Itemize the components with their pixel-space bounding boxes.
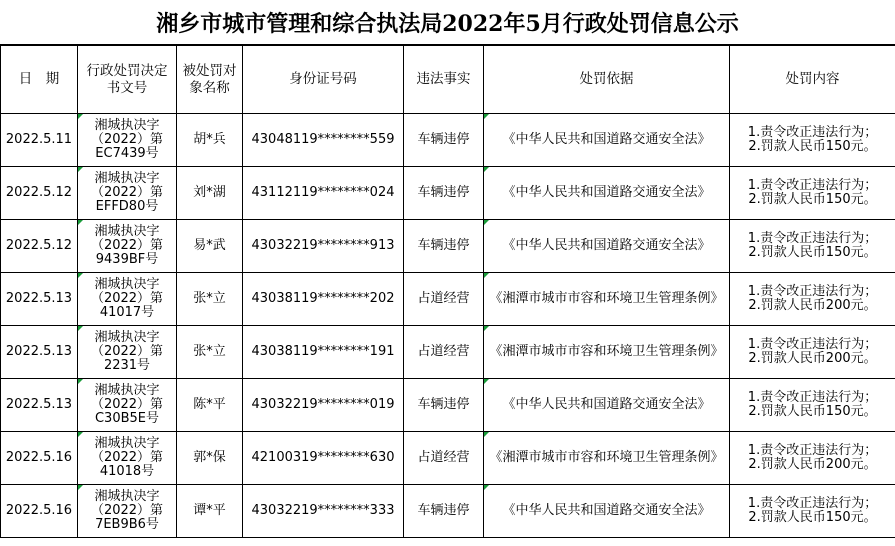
cell-violation[interactable]: 车辆违停 bbox=[404, 167, 484, 220]
cell-violation[interactable]: 车辆违停 bbox=[404, 114, 484, 167]
header-row bbox=[1, 46, 895, 114]
cell-party-name[interactable]: 陈*平 bbox=[177, 379, 243, 432]
cell-id-number[interactable]: 43032219********019 bbox=[243, 379, 404, 432]
cell-decision-number[interactable] bbox=[78, 167, 177, 220]
decision-number-line: 湘城执决字 bbox=[94, 277, 160, 292]
decision-number-line: （2022）第 bbox=[90, 291, 164, 306]
header-violation[interactable]: 违法事实 bbox=[404, 46, 484, 114]
penalty-content-line: 2.罚款人民币200元。 bbox=[748, 457, 877, 472]
table-row bbox=[1, 114, 895, 167]
header-legal-basis[interactable]: 处罚依据 bbox=[484, 46, 730, 114]
cell-decision-number[interactable] bbox=[78, 379, 177, 432]
penalty-content-line: 1.责令改正违法行为； bbox=[747, 125, 878, 140]
cell-party-name[interactable]: 张*立 bbox=[177, 326, 243, 379]
cell-date[interactable]: 2022.5.13 bbox=[1, 379, 78, 432]
cell-decision-number[interactable] bbox=[78, 114, 177, 167]
penalty-content-line: 2.罚款人民币150元。 bbox=[748, 139, 877, 154]
cell-penalty-content[interactable] bbox=[730, 114, 895, 167]
cell-id-number[interactable]: 43112119********024 bbox=[243, 167, 404, 220]
decision-number-line: 41018号 bbox=[99, 464, 155, 479]
penalty-table bbox=[0, 45, 895, 538]
cell-decision-number[interactable] bbox=[78, 432, 177, 485]
decision-number-line: 湘城执决字 bbox=[94, 118, 160, 133]
decision-number-line: 湘城执决字 bbox=[94, 383, 160, 398]
decision-number-line: C30B5E号 bbox=[94, 411, 160, 426]
penalty-content-line: 1.责令改正违法行为； bbox=[747, 390, 878, 405]
cell-violation[interactable]: 占道经营 bbox=[404, 273, 484, 326]
sheet-title: 湘乡市城市管理和综合执法局2022年5月行政处罚信息公示 bbox=[0, 0, 895, 45]
cell-date[interactable]: 2022.5.13 bbox=[1, 273, 78, 326]
cell-penalty-content[interactable] bbox=[730, 220, 895, 273]
header-penalty-content[interactable]: 处罚内容 bbox=[730, 46, 895, 114]
header-decision-number[interactable]: 行政处罚决定书文号 bbox=[78, 46, 177, 114]
cell-id-number[interactable]: 43038119********191 bbox=[243, 326, 404, 379]
decision-number-line: （2022）第 bbox=[90, 450, 164, 465]
table-row bbox=[1, 432, 895, 485]
cell-date[interactable]: 2022.5.16 bbox=[1, 485, 78, 538]
table-row bbox=[1, 167, 895, 220]
cell-violation[interactable]: 车辆违停 bbox=[404, 220, 484, 273]
decision-number-line: （2022）第 bbox=[90, 503, 164, 518]
cell-party-name[interactable]: 谭*平 bbox=[177, 485, 243, 538]
table-row bbox=[1, 379, 895, 432]
header-party-name[interactable]: 被处罚对象名称 bbox=[177, 46, 243, 114]
cell-legal-basis[interactable]: 《湘潭市城市市容和环境卫生管理条例》 bbox=[484, 432, 730, 485]
decision-number-line: 41017号 bbox=[99, 305, 155, 320]
cell-decision-number[interactable] bbox=[78, 485, 177, 538]
cell-legal-basis[interactable]: 《中华人民共和国道路交通安全法》 bbox=[484, 220, 730, 273]
cell-decision-number[interactable] bbox=[78, 273, 177, 326]
cell-party-name[interactable]: 张*立 bbox=[177, 273, 243, 326]
header-date[interactable]: 日 期 bbox=[1, 46, 78, 114]
penalty-content-line: 1.责令改正违法行为； bbox=[747, 443, 878, 458]
cell-legal-basis[interactable]: 《中华人民共和国道路交通安全法》 bbox=[484, 167, 730, 220]
penalty-content-line: 2.罚款人民币150元。 bbox=[748, 510, 877, 525]
penalty-content-line: 1.责令改正违法行为； bbox=[747, 496, 878, 511]
cell-penalty-content[interactable] bbox=[730, 273, 895, 326]
decision-number-line: 湘城执决字 bbox=[94, 171, 160, 186]
cell-violation[interactable]: 占道经营 bbox=[404, 432, 484, 485]
cell-penalty-content[interactable] bbox=[730, 432, 895, 485]
cell-penalty-content[interactable] bbox=[730, 326, 895, 379]
table-row bbox=[1, 326, 895, 379]
cell-date[interactable]: 2022.5.16 bbox=[1, 432, 78, 485]
cell-party-name[interactable]: 易*武 bbox=[177, 220, 243, 273]
cell-decision-number[interactable] bbox=[78, 220, 177, 273]
cell-legal-basis[interactable]: 《湘潭市城市市容和环境卫生管理条例》 bbox=[484, 273, 730, 326]
penalty-content-line: 2.罚款人民币150元。 bbox=[748, 192, 877, 207]
decision-number-line: EFFD80号 bbox=[95, 199, 159, 214]
decision-number-line: 9439BF号 bbox=[95, 252, 159, 267]
cell-id-number[interactable]: 42100319********630 bbox=[243, 432, 404, 485]
table-row bbox=[1, 485, 895, 538]
cell-date[interactable]: 2022.5.12 bbox=[1, 167, 78, 220]
table-body bbox=[1, 114, 895, 538]
penalty-content-line: 2.罚款人民币200元。 bbox=[748, 298, 877, 313]
table-row bbox=[1, 273, 895, 326]
cell-date[interactable]: 2022.5.12 bbox=[1, 220, 78, 273]
penalty-content-line: 1.责令改正违法行为； bbox=[747, 178, 878, 193]
cell-party-name[interactable]: 刘*湖 bbox=[177, 167, 243, 220]
table-row bbox=[1, 220, 895, 273]
decision-number-line: 湘城执决字 bbox=[94, 224, 160, 239]
cell-violation[interactable]: 车辆违停 bbox=[404, 485, 484, 538]
decision-number-line: （2022）第 bbox=[90, 238, 164, 253]
header-id-number[interactable]: 身份证号码 bbox=[243, 46, 404, 114]
decision-number-line: 湘城执决字 bbox=[94, 330, 160, 345]
cell-id-number[interactable]: 43032219********333 bbox=[243, 485, 404, 538]
cell-violation[interactable]: 占道经营 bbox=[404, 326, 484, 379]
penalty-content-line: 1.责令改正违法行为； bbox=[747, 284, 878, 299]
decision-number-line: 7EB9B6号 bbox=[95, 517, 159, 532]
decision-number-line: 湘城执决字 bbox=[94, 489, 160, 504]
decision-number-line: 湘城执决字 bbox=[94, 436, 160, 451]
cell-date[interactable]: 2022.5.11 bbox=[1, 114, 78, 167]
cell-decision-number[interactable] bbox=[78, 326, 177, 379]
cell-violation[interactable]: 车辆违停 bbox=[404, 379, 484, 432]
penalty-content-line: 1.责令改正违法行为； bbox=[747, 231, 878, 246]
cell-party-name[interactable]: 胡*兵 bbox=[177, 114, 243, 167]
decision-number-line: （2022）第 bbox=[90, 397, 164, 412]
cell-date[interactable]: 2022.5.13 bbox=[1, 326, 78, 379]
cell-legal-basis[interactable]: 《湘潭市城市市容和环境卫生管理条例》 bbox=[484, 326, 730, 379]
cell-penalty-content[interactable] bbox=[730, 485, 895, 538]
cell-legal-basis[interactable]: 《中华人民共和国道路交通安全法》 bbox=[484, 485, 730, 538]
penalty-content-line: 1.责令改正违法行为； bbox=[747, 337, 878, 352]
cell-legal-basis[interactable]: 《中华人民共和国道路交通安全法》 bbox=[484, 114, 730, 167]
cell-penalty-content[interactable] bbox=[730, 379, 895, 432]
cell-legal-basis[interactable]: 《中华人民共和国道路交通安全法》 bbox=[484, 379, 730, 432]
cell-id-number[interactable]: 43048119********559 bbox=[243, 114, 404, 167]
penalty-content-line: 2.罚款人民币150元。 bbox=[748, 404, 877, 419]
decision-number-line: EC7439号 bbox=[95, 146, 159, 161]
cell-id-number[interactable]: 43038119********202 bbox=[243, 273, 404, 326]
penalty-content-line: 2.罚款人民币200元。 bbox=[748, 351, 877, 366]
cell-id-number[interactable]: 43032219********913 bbox=[243, 220, 404, 273]
decision-number-line: （2022）第 bbox=[90, 344, 164, 359]
cell-penalty-content[interactable] bbox=[730, 167, 895, 220]
cell-party-name[interactable]: 郭*保 bbox=[177, 432, 243, 485]
decision-number-line: （2022）第 bbox=[90, 185, 164, 200]
penalty-content-line: 2.罚款人民币150元。 bbox=[748, 245, 877, 260]
decision-number-line: （2022）第 bbox=[90, 132, 164, 147]
decision-number-line: 2231号 bbox=[103, 358, 151, 373]
